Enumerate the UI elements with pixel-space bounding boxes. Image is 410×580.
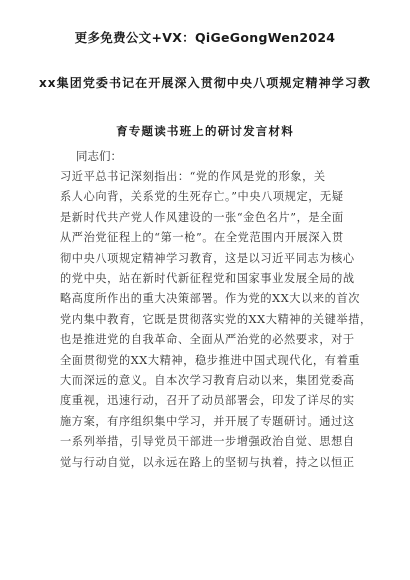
document-title-line-1: xx集团党委书记在开展深入贯彻中央八项规定精神学习教: [38, 76, 372, 90]
body-line: 全面贯彻党的XX大精神，稳步推进中国式现代化，有着重: [60, 353, 361, 367]
body-line: 彻中央八项规定精神学习教育，这是以习近平同志为核心: [60, 251, 355, 265]
body-line: 从严治党征程上的“第一枪”。在全党范围内开展深入贯: [60, 231, 344, 245]
body-line: 也是推进党的自我革命、全面从严治党的必然要求，对于: [60, 333, 355, 347]
document-title-line-2: 育专题读书班上的研讨发言材料: [116, 124, 294, 138]
body-line: 略高度所作出的重大决策部署。作为党的XX大以来的首次: [60, 292, 361, 306]
body-line: 是新时代共产党人作风建设的一张“金色名片”，是全面: [60, 210, 344, 224]
body-line: 系人心向背，关系党的生死存亡。”中央八项规定，无疑: [60, 190, 344, 204]
body-line: 大而深远的意义。自本次学习教育启动以来，集团党委高: [60, 374, 355, 387]
body-line: 施方案，有序组织集中学习，并开展了专题研讨。通过这: [60, 414, 355, 428]
body-line: 度重视，迅速行动，召开了动员部署会，印发了详尽的实: [60, 394, 355, 408]
body-line: 党内集中教育，它既是贯彻落实党的XX大精神的关键举措，: [60, 312, 372, 326]
body-line: 一系列举措，引导党员干部进一步增强政治自觉、思想自: [60, 435, 355, 449]
salutation: 同志们：: [76, 149, 122, 163]
body-line: 觉与行动自觉，以永远在路上的坚韧与执着，持之以恒正: [60, 455, 355, 469]
body-line: 的党中央，站在新时代新征程党和国家事业发展全局的战: [60, 272, 355, 285]
promo-header: 更多免费公文+VX：QiGeGongWen2024: [74, 30, 336, 45]
body-line: 习近平总书记深刻指出：“党的作风是党的形象，关: [60, 170, 326, 183]
